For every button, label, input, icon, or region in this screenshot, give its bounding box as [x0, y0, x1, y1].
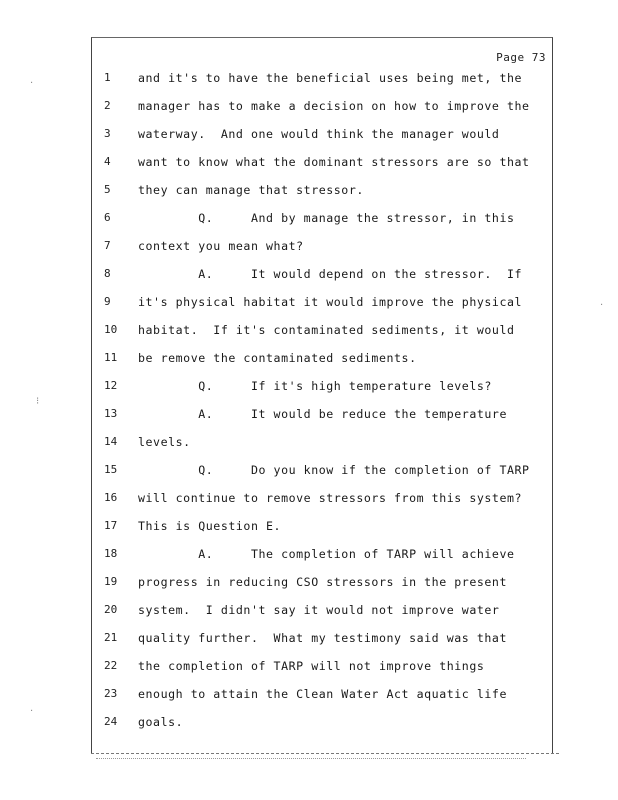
- transcript-line: [92, 236, 554, 256]
- scan-speck: ·: [30, 706, 34, 717]
- transcript-page: [91, 37, 553, 753]
- transcript-line: [92, 628, 554, 648]
- line-number: 6: [104, 211, 111, 224]
- line-text: will continue to remove stressors from this system?: [138, 491, 523, 505]
- transcript-line: [92, 292, 554, 312]
- line-number: 5: [104, 183, 111, 196]
- transcript-line: [92, 432, 554, 452]
- line-number: 13: [104, 407, 118, 420]
- line-text: context you mean what?: [138, 239, 304, 253]
- transcript-line: [92, 572, 554, 592]
- transcript-line: [92, 516, 554, 536]
- transcript-line: [92, 124, 554, 144]
- line-text: A. The completion of TARP will achieve: [138, 547, 515, 561]
- line-number: 21: [104, 631, 118, 644]
- line-number: 10: [104, 323, 118, 336]
- transcript-line: [92, 264, 554, 284]
- transcript-line: [92, 320, 554, 340]
- transcript-line: [92, 152, 554, 172]
- transcript-line: [92, 488, 554, 508]
- line-text: it's physical habitat it would improve the physical: [138, 295, 523, 309]
- scan-speck: ·: [30, 78, 34, 89]
- line-number: 8: [104, 267, 111, 280]
- scan-speck: ·: [600, 300, 604, 311]
- line-text: Q. And by manage the stressor, in this: [138, 211, 515, 225]
- line-number: 9: [104, 295, 111, 308]
- line-number: 14: [104, 435, 118, 448]
- line-text: enough to attain the Clean Water Act aquatic life: [138, 687, 507, 701]
- line-number: 11: [104, 351, 118, 364]
- line-text: levels.: [138, 435, 191, 449]
- transcript-line: [92, 460, 554, 480]
- line-text: habitat. If it's contaminated sediments, it would: [138, 323, 515, 337]
- line-number: 1: [104, 71, 111, 84]
- line-text: manager has to make a decision on how to improve the: [138, 99, 530, 113]
- page-number: Page 73: [496, 51, 546, 64]
- line-number: 20: [104, 603, 118, 616]
- line-text: This is Question E.: [138, 519, 282, 533]
- line-number: 3: [104, 127, 111, 140]
- line-number: 23: [104, 687, 118, 700]
- transcript-line: [92, 404, 554, 424]
- transcript-line: [92, 208, 554, 228]
- line-text: quality further. What my testimony said was that: [138, 631, 507, 645]
- line-number: 12: [104, 379, 118, 392]
- line-text: want to know what the dominant stressors are so that: [138, 155, 530, 169]
- line-text: be remove the contaminated sediments.: [138, 351, 417, 365]
- scan-speck: ⁝: [36, 396, 40, 407]
- transcript-line: [92, 376, 554, 396]
- line-number: 24: [104, 715, 118, 728]
- line-text: the completion of TARP will not improve things: [138, 659, 485, 673]
- line-number: 22: [104, 659, 118, 672]
- line-number: 18: [104, 547, 118, 560]
- line-text: Q. Do you know if the completion of TARP: [138, 463, 530, 477]
- bottom-border: [91, 753, 559, 754]
- line-text: system. I didn't say it would not improve water: [138, 603, 500, 617]
- line-text: Q. If it's high temperature levels?: [138, 379, 492, 393]
- transcript-line: [92, 68, 554, 88]
- transcript-line: [92, 348, 554, 368]
- transcript-line: [92, 544, 554, 564]
- line-number: 7: [104, 239, 111, 252]
- line-text: progress in reducing CSO stressors in the present: [138, 575, 507, 589]
- line-text: goals.: [138, 715, 184, 729]
- line-text: A. It would depend on the stressor. If: [138, 267, 523, 281]
- transcript-line: [92, 180, 554, 200]
- line-number: 4: [104, 155, 111, 168]
- line-number: 2: [104, 99, 111, 112]
- line-text: they can manage that stressor.: [138, 183, 364, 197]
- transcript-line: [92, 712, 554, 732]
- transcript-line: [92, 684, 554, 704]
- line-number: 17: [104, 519, 118, 532]
- line-number: 19: [104, 575, 118, 588]
- line-text: A. It would be reduce the temperature: [138, 407, 507, 421]
- line-number: 15: [104, 463, 118, 476]
- line-text: and it's to have the beneficial uses being met, the: [138, 71, 523, 85]
- line-text: waterway. And one would think the manager would: [138, 127, 500, 141]
- line-number: 16: [104, 491, 118, 504]
- transcript-line: [92, 600, 554, 620]
- transcript-line: [92, 656, 554, 676]
- transcript-line: [92, 96, 554, 116]
- scan-artifact: [96, 758, 526, 759]
